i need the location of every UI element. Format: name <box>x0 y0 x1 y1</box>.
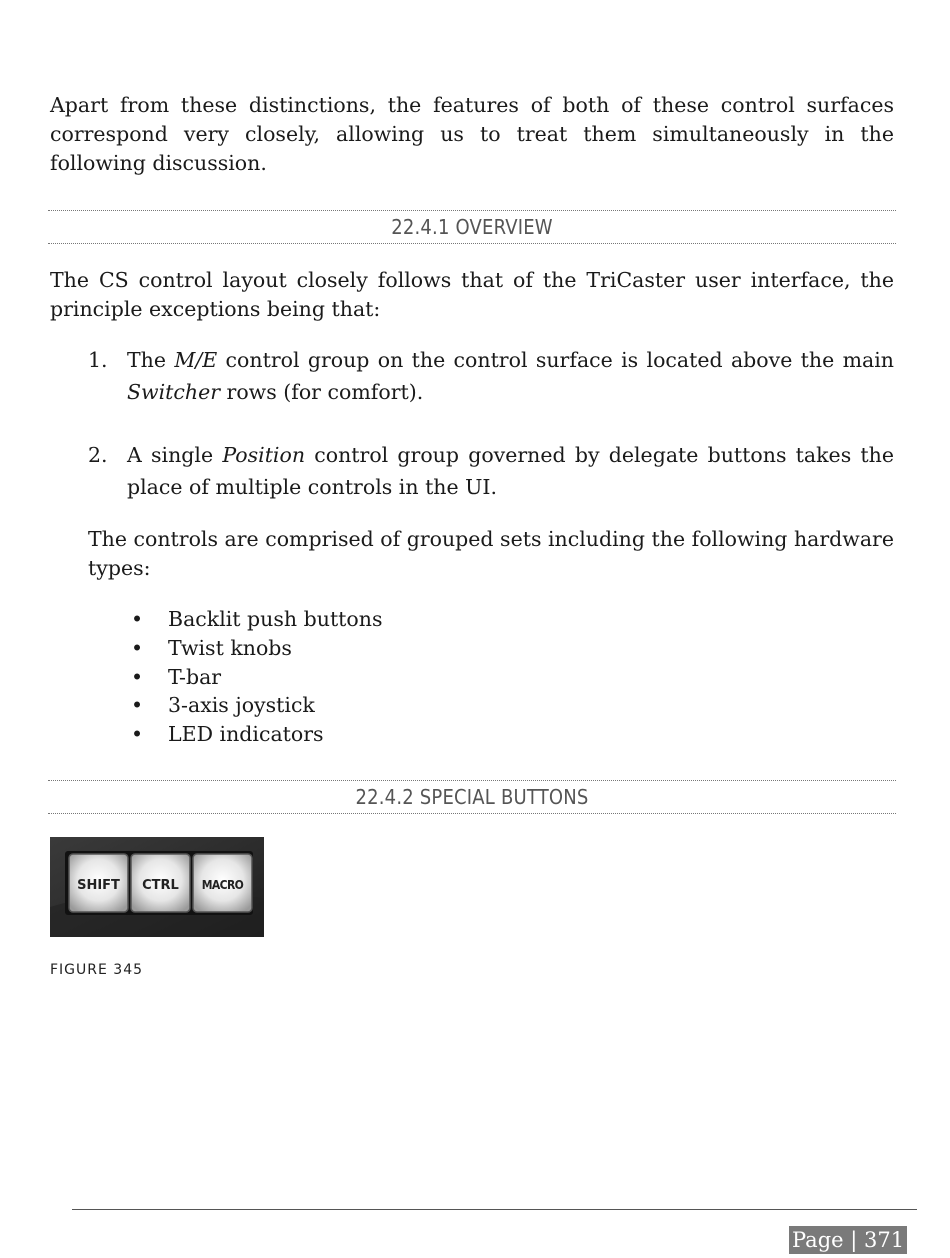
list-number: 1. <box>88 348 108 372</box>
bullet-icon: • <box>131 693 144 718</box>
ctrl-button-key <box>131 854 190 912</box>
bullet-icon: • <box>131 664 144 689</box>
text-run: The <box>127 348 175 372</box>
text-run: rows (for comfort). <box>220 380 424 404</box>
heading-rule-top <box>48 780 896 781</box>
list-item-text: Backlit push buttons <box>168 607 383 631</box>
list-item <box>88 344 894 408</box>
hardware-types-list <box>128 605 383 749</box>
text-run: control group governed by delegate buttons takes the place of multiple controls in the UI. <box>127 443 894 499</box>
special-buttons-image <box>50 837 264 937</box>
section-heading-special-buttons <box>48 780 896 814</box>
list-item <box>128 634 383 663</box>
list-number: 2. <box>88 443 108 467</box>
emphasis-text: M/E <box>174 348 218 372</box>
section-title: 22.4.2 SPECIAL BUTTONS <box>355 785 589 809</box>
heading-rule-bottom <box>48 813 896 814</box>
section-heading-overview <box>48 210 896 244</box>
section-title: 22.4.1 OVERVIEW <box>391 215 553 239</box>
macro-button-key <box>193 854 252 912</box>
overview-lead-paragraph: The CS control layout closely follows that of the TriCaster user interface, the principle exceptions being that: <box>50 268 894 321</box>
list-item-text: Twist knobs <box>168 635 292 660</box>
shift-button-key <box>69 854 128 912</box>
bullet-icon: • <box>131 607 144 631</box>
emphasis-text: Position <box>222 443 306 467</box>
list-item <box>128 720 383 749</box>
text-run: A single <box>127 443 223 467</box>
list-item <box>128 605 383 634</box>
footer-rule <box>72 1209 917 1210</box>
key-label: CTRL <box>142 878 179 893</box>
figure-caption: FIGURE 345 <box>50 962 144 978</box>
list-item-text: 3-axis joystick <box>168 693 315 718</box>
intro-paragraph: Apart from these distinctions, the features of both of these control surfaces correspond very closely, allowing us to treat them simultaneously in the following discussion. <box>50 93 894 175</box>
key-label: MACRO <box>201 878 244 892</box>
bullet-icon: • <box>131 635 144 660</box>
heading-rule-top <box>48 210 896 211</box>
list-item <box>128 663 383 692</box>
list-item <box>128 691 383 720</box>
emphasis-text: Switcher <box>127 380 221 404</box>
list-item-text: T-bar <box>168 664 222 689</box>
list-item-text: LED indicators <box>168 722 324 747</box>
key-label: SHIFT <box>77 878 120 893</box>
special-buttons-figure <box>50 837 264 937</box>
text-run: control group on the control surface is located above the main <box>217 348 894 372</box>
page-number-badge: Page | 371 <box>789 1226 907 1254</box>
controls-paragraph: The controls are comprised of grouped sets including the following hardware types: <box>88 527 894 580</box>
heading-rule-bottom <box>48 243 896 244</box>
exceptions-list <box>88 344 894 503</box>
bullet-icon: • <box>131 722 144 747</box>
list-item <box>88 439 894 503</box>
